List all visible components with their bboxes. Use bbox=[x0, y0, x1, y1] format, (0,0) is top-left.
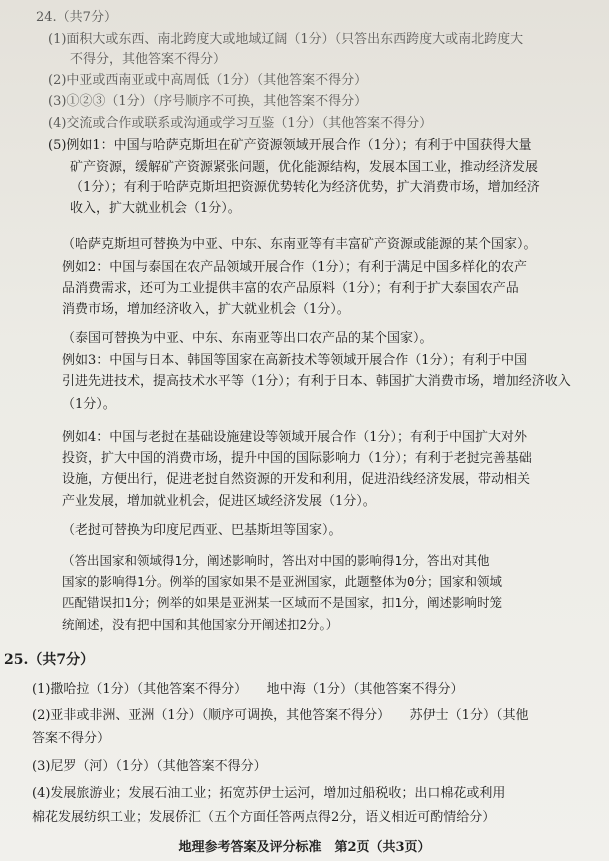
q24-line: (5)例如1：中国与哈萨克斯坦在矿产资源领域开展合作（1分）；有利于中国获得大量 bbox=[48, 138, 532, 153]
q24-line: 24.（共7分） bbox=[36, 10, 117, 25]
q24-line: 消费市场，增加经济收入，扩大就业机会（1分）。 bbox=[62, 302, 350, 317]
q24-line: （哈萨克斯坦可替换为中亚、中东、东南亚等有丰富矿产资源或能源的某个国家）。 bbox=[62, 237, 537, 252]
q25-line: 棉花发展纺织工业；发展侨汇（五个方面任答两点得2分，语义相近可酌情给分） bbox=[32, 810, 496, 825]
q24-line: 收入，扩大就业机会（1分）。 bbox=[70, 201, 241, 216]
q24-line: 不得分，其他答案不得分） bbox=[70, 52, 227, 67]
page-footer: 地理参考答案及评分标准 第2页（共3页） bbox=[178, 840, 431, 855]
q24-line: （老挝可替换为印度尼西亚、巴基斯坦等国家）。 bbox=[62, 523, 342, 538]
q24-line: 例如2：中国与泰国在农产品领域开展合作（1分）；有利于满足中国多样化的农产 bbox=[62, 260, 528, 275]
q24-line: (4)交流或合作或联系或沟通或学习互鉴（1分）（其他答案不得分） bbox=[48, 116, 433, 131]
q24-line: 品消费需求，还可为工业提供丰富的农产品原料（1分）；有利于扩大泰国农产品 bbox=[62, 281, 519, 296]
q24-line: (1)面积大或东西、南北跨度大或地域辽阔（1分）（只答出东西跨度大或南北跨度大 bbox=[48, 32, 524, 47]
q24-line: （泰国可替换为中亚、中东、东南亚等出口农产品的某个国家）。 bbox=[62, 331, 433, 346]
q24-line: 例如3：中国与日本、韩国等国家在高新技术等领域开展合作（1分）；有利于中国 bbox=[62, 353, 528, 368]
q25-line: 25.（共7分） bbox=[4, 652, 95, 668]
q24-line: 产业发展，增加就业机会，促进区域经济发展（1分）。 bbox=[62, 494, 376, 509]
q24-line: 引进先进技术，提高技术水平等（1分）；有利于日本、韩国扩大消费市场，增加经济收入 bbox=[62, 374, 571, 389]
q24-line: 例如4：中国与老挝在基础设施建设等领域开展合作（1分）；有利于中国扩大对外 bbox=[62, 430, 528, 445]
q24-line: 匹配错误扣1分；例举的如果是亚洲某一区域而不是国家，扣1分，阐述影响时笼 bbox=[62, 595, 503, 610]
q24-line: （1分）；有利于哈萨克斯坦把资源优势转化为经济优势，扩大消费市场，增加经济 bbox=[70, 180, 540, 195]
q25-line: (3)尼罗（河）（1分）（其他答案不得分） bbox=[32, 759, 267, 774]
q24-line: 统阐述，没有把中国和其他国家分开阐述扣2分。） bbox=[62, 617, 339, 632]
q24-line: （答出国家和领域得1分，阐述影响时，答出对中国的影响得1分，答出对其他 bbox=[62, 553, 490, 568]
q25-line: 答案不得分） bbox=[32, 731, 111, 746]
q25-line: (1)撒哈拉（1分）（其他答案不得分） 地中海（1分）（其他答案不得分） bbox=[32, 682, 464, 697]
q24-line: 矿产资源，缓解矿产资源紧张问题，优化能源结构，发展本国工业，推动经济发展 bbox=[70, 160, 539, 175]
q24-line: 国家的影响得1分。例举的国家如果不是亚洲国家，此题整体为0分；国家和领域 bbox=[62, 574, 503, 589]
q24-line: （1分）。 bbox=[62, 397, 116, 412]
q24-line: (3)①②③（1分）（序号顺序不可换，其他答案不得分） bbox=[48, 94, 368, 109]
q25-line: (4)发展旅游业；发展石油工业；拓宽苏伊士运河，增加过船税收；出口棉花或利用 bbox=[32, 786, 506, 801]
q24-line: (2)中亚或西南亚或中高周低（1分）（其他答案不得分） bbox=[48, 73, 368, 88]
q24-line: 投资，扩大中国的消费市场，提升中国的国际影响力（1分）；有利于老挝完善基础 bbox=[62, 451, 532, 466]
q24-line: 设施，方便出行，促进老挝自然资源的开发和利用，促进沿线经济发展，带动相关 bbox=[62, 472, 531, 487]
q25-line: (2)亚非或非洲、亚洲（1分）（顺序可调换，其他答案不得分） 苏伊士（1分）（其他 bbox=[32, 708, 529, 723]
